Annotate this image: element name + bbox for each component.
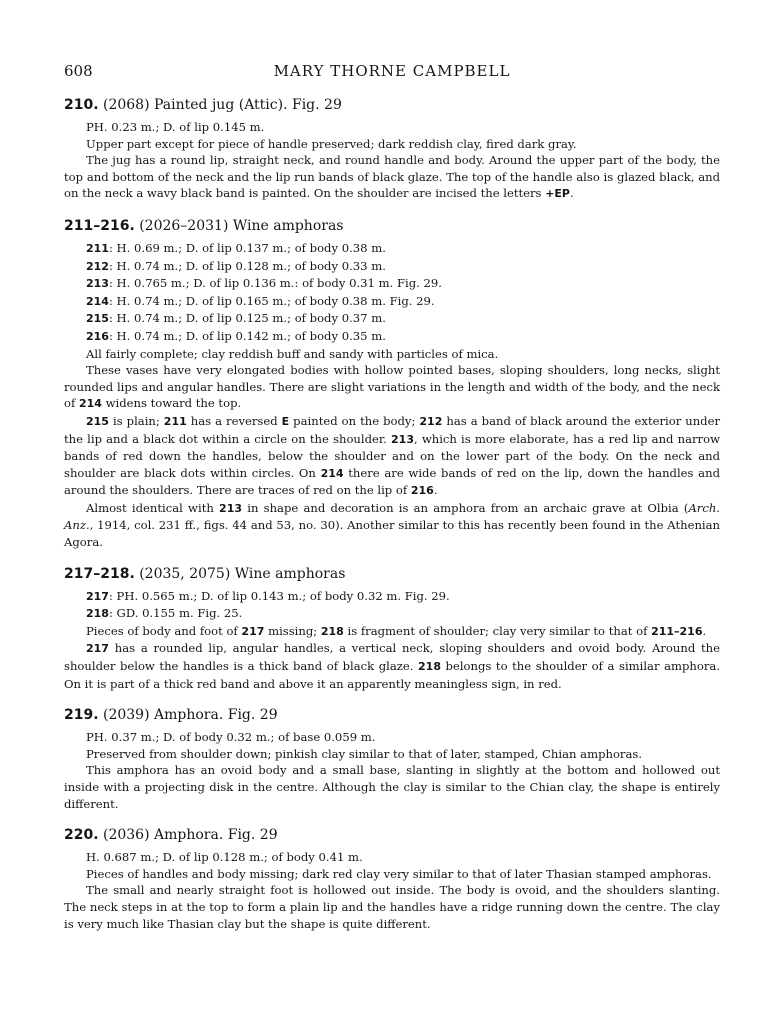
- entry-heading: [64, 565, 720, 584]
- paragraph: Preserved from shoulder down; pinkish clay similar to that of later, stamped, Chian amphoras.: [86, 746, 643, 761]
- item-number: 217: [86, 589, 109, 603]
- measurement-text: : H. 0.69 m.; D. of lip 0.137 m.; of body 0.38 m.: [108, 240, 386, 255]
- entry-number: 219.: [64, 707, 99, 724]
- measurements: PH. 0.23 m.; D. of lip 0.145 m.: [86, 120, 265, 134]
- item-number: 217: [86, 642, 109, 656]
- item-number: 211: [86, 241, 109, 255]
- paragraph-text: , 1914, col. 231 ff., figs. 44 and 53, no. 30). Another similar to this has recently been found in the Athenian Agora.: [64, 518, 720, 550]
- measurement-text: : H. 0.74 m.; D. of lip 0.125 m.; of body 0.37 m.: [108, 311, 386, 326]
- paragraph-text: has a rounded lip, angular handles, a vertical neck, sloping shoulders and ovoid body. Around the shoulder below the handles is a thick band of black glaze.: [64, 641, 720, 674]
- measurement-row: [86, 275, 720, 293]
- item-number: 216: [86, 329, 109, 343]
- measurement-row: [86, 588, 720, 606]
- measurement-row: [86, 258, 720, 276]
- item-number: 216: [410, 484, 434, 498]
- paragraph-text: Pieces of body and foot of: [86, 623, 242, 638]
- paragraph-text: there are wide bands of red on the lip, down the handles and around the shoulders. There are traces of red on the lip of: [64, 465, 720, 498]
- paragraph: [64, 152, 720, 203]
- paragraph-text: missing;: [264, 623, 321, 638]
- item-number: 214: [86, 294, 109, 308]
- entry-title: (2026–2031) Wine amphoras: [139, 217, 344, 234]
- paragraph-text: painted on the body;: [289, 413, 420, 428]
- entry-number: 211–216.: [64, 217, 135, 234]
- entry-217-218: [64, 565, 720, 693]
- paragraph-text: has a band of black around the exterior under the lip and a black dot within a circle on the shoulder.: [64, 413, 721, 446]
- catalogue-body: [64, 96, 720, 946]
- item-number: 213: [219, 501, 243, 515]
- paragraph: [64, 413, 720, 500]
- measurement-row: [86, 328, 720, 346]
- entry-title: (2039) Amphora. Fig. 29: [103, 707, 278, 724]
- paragraph: [64, 623, 720, 641]
- paragraph-text: is plain;: [108, 413, 164, 428]
- item-number: 218: [86, 607, 109, 621]
- measurement-text: : H. 0.74 m.; D. of lip 0.142 m.; of body 0.35 m.: [108, 328, 386, 343]
- entry-220: [64, 826, 720, 932]
- item-number: 212: [86, 259, 109, 273]
- paragraph-text: .: [569, 186, 574, 201]
- item-number: 212: [419, 414, 443, 428]
- measurement-text: : H. 0.765 m.; D. of lip 0.136 m.: of body 0.31 m. Fig. 29.: [108, 276, 442, 291]
- entry-219: [64, 706, 720, 812]
- paragraph: [64, 500, 720, 551]
- paragraph-text: is fragment of shoulder; clay very similar to that of: [343, 623, 652, 638]
- entry-number: 217–218.: [64, 565, 135, 582]
- paragraph-text: These vases have very elongated bodies with hollow pointed bases, sloping shoulders, long necks, slight rounded lips and angular handles. There are slight variations in the length and width of the body, and the neck of: [64, 363, 720, 411]
- measurements: H. 0.687 m.; D. of lip 0.128 m.; of body 0.41 m.: [86, 850, 363, 865]
- entry-number: 220.: [64, 827, 99, 844]
- incised-letters: +EP: [545, 187, 570, 201]
- item-number: 217: [241, 624, 265, 638]
- paragraph: This amphora has an ovoid body and a small base, slanting in slightly at the bottom and hollowed out inside with a projecting disk in the centre. Although the clay is similar to the Chian clay, the shape is entirely different.: [64, 763, 720, 811]
- measurement-text: : H. 0.74 m.; D. of lip 0.128 m.; of body 0.33 m.: [108, 258, 386, 273]
- paragraph-text: .: [702, 623, 707, 638]
- measurement-text: : GD. 0.155 m. Fig. 25.: [108, 606, 243, 621]
- measurement-text: : PH. 0.565 m.; D. of lip 0.143 m.; of body 0.32 m. Fig. 29.: [108, 588, 450, 603]
- paragraph-text: , which is more elaborate, has a red lip and narrow bands of red down the handles, below the shoulder and on the lower part of the body. On the neck and shoulder are black dots within circles. On: [64, 431, 721, 480]
- paragraph: [64, 640, 720, 692]
- item-number: 215: [86, 414, 109, 428]
- entry-title: (2035, 2075) Wine amphoras: [139, 565, 346, 582]
- item-number: 214: [320, 466, 344, 480]
- item-number: 215: [86, 312, 109, 326]
- item-number: 213: [86, 277, 109, 291]
- entry-heading: [64, 96, 720, 115]
- paragraph-text: The jug has a round lip, straight neck, and round handle and body. Around the upper part of the body, the top and bottom of the neck and the lip run bands of black glaze. The top of the handle also is glazed black, and on the neck a wavy black band is painted. On the shoulder are incised the letters: [64, 153, 720, 201]
- measurement-row: [86, 293, 720, 311]
- measurement-row: [86, 240, 720, 258]
- entry-210: [64, 96, 720, 203]
- paragraph: All fairly complete; clay reddish buff and sandy with particles of mica.: [86, 346, 499, 361]
- entry-title: (2068) Painted jug (Attic). Fig. 29: [103, 97, 342, 113]
- paragraph-text: .: [433, 483, 438, 498]
- measurement-row: [86, 310, 720, 328]
- item-range: 211–216: [651, 624, 703, 638]
- reversed-e-sign: E: [281, 414, 290, 428]
- item-number: 214: [78, 397, 102, 411]
- item-number: 211: [163, 414, 187, 428]
- entry-heading: [64, 706, 720, 725]
- measurement-row: [86, 605, 720, 623]
- entry-title: (2036) Amphora. Fig. 29: [103, 827, 278, 844]
- paragraph: [64, 362, 720, 413]
- measurements: PH. 0.37 m.; D. of body 0.32 m.; of base 0.059 m.: [86, 730, 376, 745]
- entry-number: 210.: [64, 97, 99, 113]
- paragraph: Upper part except for piece of handle preserved; dark reddish clay, fired dark gray.: [86, 136, 577, 151]
- paragraph: Pieces of handles and body missing; dark red clay very similar to that of later Thasian stamped amphoras.: [86, 866, 712, 881]
- page-number: 608: [64, 62, 93, 80]
- item-number: 218: [320, 624, 344, 638]
- entry-heading: [64, 217, 720, 236]
- paragraph-text: belongs to the shoulder of a similar amphora. On it is part of a thick red band and above it an apparently meaningless sign, in red.: [64, 659, 720, 691]
- entry-heading: [64, 826, 720, 845]
- paragraph: The small and nearly straight foot is hollowed out inside. The body is ovoid, and the shoulders slanting. The neck steps in at the top to form a plain lip and the handles have a ridge running down the centre. The clay is very much like Thasian clay but the shape is quite different.: [64, 883, 720, 931]
- citation: Arch. Anz.: [64, 500, 720, 533]
- paragraph-text: widens toward the top.: [101, 396, 242, 411]
- paragraph-text: has a reversed: [186, 413, 282, 428]
- running-head: [64, 62, 720, 82]
- paragraph-text: Almost identical with: [86, 500, 220, 515]
- paragraph-text: in shape and decoration is an amphora from an archaic grave at Olbia (: [242, 500, 689, 515]
- item-number: 218: [418, 660, 441, 674]
- entry-211-216: [64, 217, 720, 551]
- running-title: MARY THORNE CAMPBELL: [273, 62, 511, 80]
- measurement-text: : H. 0.74 m.; D. of lip 0.165 m.; of body 0.38 m. Fig. 29.: [108, 293, 435, 308]
- item-number: 213: [391, 432, 414, 446]
